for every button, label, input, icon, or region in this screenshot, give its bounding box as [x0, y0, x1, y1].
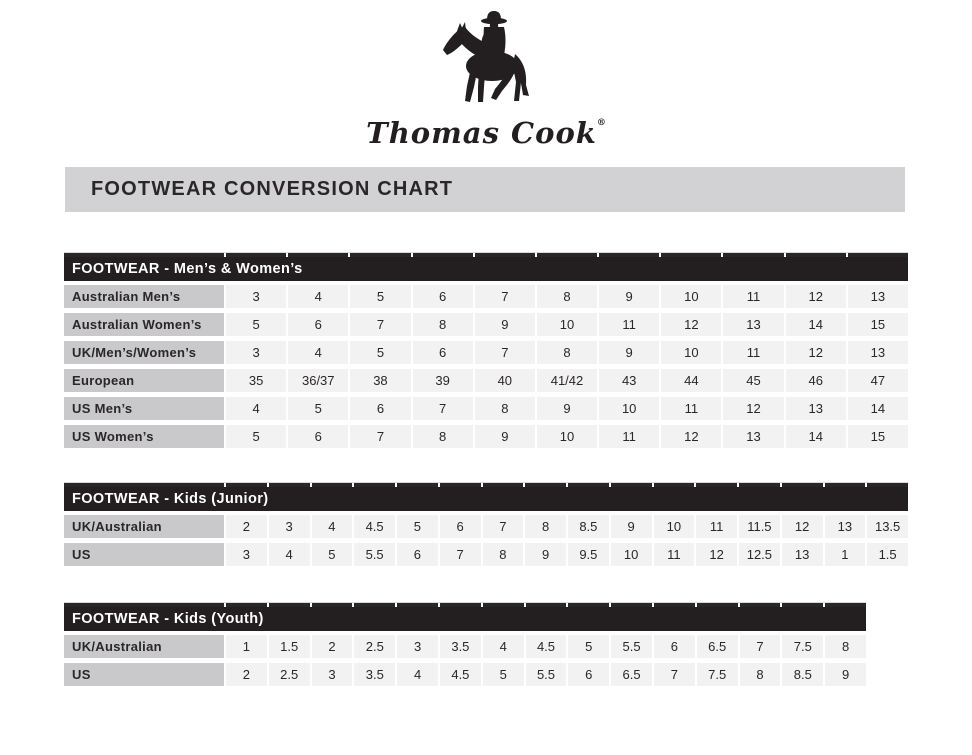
size-cell: 3.5 [354, 663, 395, 686]
size-cell: 3 [269, 515, 310, 538]
size-cell: 13 [723, 313, 783, 336]
size-cell: 8 [537, 341, 597, 364]
row-label: UK/Men’s/Women’s [64, 341, 224, 364]
size-cell: 1.5 [867, 543, 908, 566]
size-cell: 1 [825, 543, 866, 566]
size-cell: 38 [350, 369, 410, 392]
size-cell: 13 [786, 397, 846, 420]
size-cell: 4.5 [354, 515, 395, 538]
table-header-bar [64, 487, 908, 511]
size-cell: 8 [740, 663, 781, 686]
size-cell: 10 [537, 425, 597, 448]
strip-cell [599, 253, 659, 257]
row-label: US [64, 543, 224, 566]
size-cell: 6 [568, 663, 609, 686]
size-cell: 11 [599, 425, 659, 448]
strip-cell [288, 253, 348, 257]
size-cell: 7 [483, 515, 524, 538]
size-cell: 9 [475, 425, 535, 448]
size-cell: 45 [723, 369, 783, 392]
strip-cell [413, 253, 473, 257]
size-cell: 10 [661, 341, 721, 364]
size-cell: 4 [288, 341, 348, 364]
size-cell: 14 [786, 425, 846, 448]
table-row [64, 285, 908, 308]
size-cell: 5 [483, 663, 524, 686]
strip-cell [354, 603, 395, 607]
size-cell: 12 [786, 285, 846, 308]
size-cell: 2.5 [354, 635, 395, 658]
strip-cell [848, 253, 908, 257]
size-cell: 7 [350, 313, 410, 336]
size-cell: 12 [661, 425, 721, 448]
strip-cell [440, 483, 481, 487]
size-cell: 7 [654, 663, 695, 686]
size-cell: 5 [288, 397, 348, 420]
size-cell: 6 [350, 397, 410, 420]
row-label: US Men’s [64, 397, 224, 420]
size-cell: 13 [848, 285, 908, 308]
strip-cell [696, 483, 737, 487]
table-row [64, 663, 866, 686]
strip-cell [483, 603, 524, 607]
strip-cell [654, 603, 695, 607]
strip-cell [611, 483, 652, 487]
size-cell: 39 [413, 369, 473, 392]
size-cell: 4 [269, 543, 310, 566]
size-cell: 7 [350, 425, 410, 448]
size-cell: 15 [848, 313, 908, 336]
row-label: Australian Women’s [64, 313, 224, 336]
size-cell: 47 [848, 369, 908, 392]
size-cell: 7 [740, 635, 781, 658]
row-label: UK/Australian [64, 635, 224, 658]
size-cell: 10 [599, 397, 659, 420]
size-cell: 3 [397, 635, 438, 658]
size-cell: 9.5 [568, 543, 609, 566]
size-cell: 8 [525, 515, 566, 538]
size-cell: 11 [723, 285, 783, 308]
size-cell: 2 [226, 663, 267, 686]
strip-cell [483, 483, 524, 487]
strip-cell [740, 603, 781, 607]
size-cell: 36/37 [288, 369, 348, 392]
row-label: US Women’s [64, 425, 224, 448]
size-cell: 13 [848, 341, 908, 364]
size-cell: 4 [226, 397, 286, 420]
strip-cell [723, 253, 783, 257]
brand-signature [0, 106, 972, 150]
size-cell: 12 [786, 341, 846, 364]
size-cell: 7 [475, 341, 535, 364]
size-cell: 12.5 [739, 543, 780, 566]
strip-cell [397, 483, 438, 487]
size-cell: 8.5 [782, 663, 823, 686]
size-cell: 4.5 [440, 663, 481, 686]
size-cell: 13.5 [867, 515, 908, 538]
size-cell: 12 [782, 515, 823, 538]
brand-signature-text: Thomas Cook [366, 116, 597, 150]
size-cell: 4 [397, 663, 438, 686]
table-header-label: FOOTWEAR - Kids (Youth) [72, 611, 264, 627]
strip-cell [825, 603, 866, 607]
size-cell: 11 [723, 341, 783, 364]
size-cell: 40 [475, 369, 535, 392]
size-cell: 12 [696, 543, 737, 566]
strip-cell [64, 603, 224, 607]
row-label: Australian Men’s [64, 285, 224, 308]
size-cell: 6 [413, 285, 473, 308]
size-cell: 14 [848, 397, 908, 420]
size-cell: 4 [288, 285, 348, 308]
horseman-icon [433, 10, 539, 106]
size-cell: 2.5 [269, 663, 310, 686]
size-cell: 44 [661, 369, 721, 392]
strip-cell [525, 483, 566, 487]
size-cell: 11 [599, 313, 659, 336]
size-cell: 1.5 [269, 635, 310, 658]
strip-cell [537, 253, 597, 257]
table-row [64, 425, 908, 448]
size-cell: 5.5 [526, 663, 567, 686]
strip-cell [568, 483, 609, 487]
size-cell: 3 [312, 663, 353, 686]
size-cell: 8 [475, 397, 535, 420]
table-row [64, 341, 908, 364]
size-cell: 3 [226, 543, 267, 566]
table-row [64, 313, 908, 336]
size-cell: 5 [350, 285, 410, 308]
size-cell: 8 [413, 425, 473, 448]
strip-cell [568, 603, 609, 607]
strip-cell [611, 603, 652, 607]
size-cell: 7.5 [697, 663, 738, 686]
size-cell: 5 [568, 635, 609, 658]
strip-cell [782, 603, 823, 607]
strip-cell [786, 253, 846, 257]
size-cell: 11 [696, 515, 737, 538]
size-cell: 5.5 [354, 543, 395, 566]
size-cell: 9 [825, 663, 866, 686]
size-cell: 3 [226, 341, 286, 364]
strip-cell [226, 603, 267, 607]
strip-cell [269, 483, 310, 487]
size-cell: 3 [226, 285, 286, 308]
size-cell: 7.5 [782, 635, 823, 658]
size-cell: 9 [599, 341, 659, 364]
size-cell: 11 [661, 397, 721, 420]
strip-cell [697, 603, 738, 607]
strip-cell [867, 483, 908, 487]
size-cell: 6 [288, 425, 348, 448]
strip-cell [654, 483, 695, 487]
table-header-bar [64, 607, 866, 631]
size-cell: 5 [226, 425, 286, 448]
size-cell: 4 [483, 635, 524, 658]
size-cell: 9 [525, 543, 566, 566]
size-cell: 5 [350, 341, 410, 364]
size-cell: 12 [723, 397, 783, 420]
row-label: European [64, 369, 224, 392]
strip-cell [825, 483, 866, 487]
page-title: FOOTWEAR CONVERSION CHART [91, 178, 454, 200]
size-table-0 [64, 252, 908, 448]
strip-cell [226, 253, 286, 257]
size-cell: 8 [537, 285, 597, 308]
table-row [64, 369, 908, 392]
strip-cell [397, 603, 438, 607]
size-table-2 [64, 602, 866, 686]
size-cell: 1 [226, 635, 267, 658]
size-cell: 9 [611, 515, 652, 538]
size-cell: 6.5 [611, 663, 652, 686]
size-cell: 7 [413, 397, 473, 420]
strip-cell [440, 603, 481, 607]
size-cell: 35 [226, 369, 286, 392]
size-cell: 11.5 [739, 515, 780, 538]
page-title-banner [65, 167, 905, 212]
size-cell: 4 [312, 515, 353, 538]
size-cell: 5 [226, 313, 286, 336]
strip-cell [226, 483, 267, 487]
size-cell: 13 [782, 543, 823, 566]
size-cell: 13 [825, 515, 866, 538]
table-row [64, 397, 908, 420]
top-notch-strip [64, 482, 908, 487]
row-label: US [64, 663, 224, 686]
size-cell: 6.5 [697, 635, 738, 658]
size-cell: 8 [413, 313, 473, 336]
strip-cell [739, 483, 780, 487]
size-cell: 15 [848, 425, 908, 448]
size-cell: 5.5 [611, 635, 652, 658]
size-cell: 10 [654, 515, 695, 538]
strip-cell [64, 483, 224, 487]
size-cell: 43 [599, 369, 659, 392]
size-cell: 4.5 [526, 635, 567, 658]
size-cell: 6 [397, 543, 438, 566]
size-cell: 8 [825, 635, 866, 658]
strip-cell [269, 603, 310, 607]
size-cell: 7 [440, 543, 481, 566]
size-cell: 9 [599, 285, 659, 308]
table-row [64, 635, 866, 658]
size-cell: 2 [312, 635, 353, 658]
strip-cell [782, 483, 823, 487]
table-row [64, 543, 908, 566]
brand-logo [0, 10, 972, 150]
size-cell: 6 [654, 635, 695, 658]
size-cell: 10 [537, 313, 597, 336]
size-cell: 6 [413, 341, 473, 364]
registered-mark: ® [596, 118, 606, 128]
size-cell: 9 [537, 397, 597, 420]
size-cell: 7 [475, 285, 535, 308]
top-notch-strip [64, 252, 908, 257]
table-header-bar [64, 257, 908, 281]
strip-cell [312, 603, 353, 607]
strip-cell [312, 483, 353, 487]
size-cell: 14 [786, 313, 846, 336]
table-row [64, 515, 908, 538]
size-cell: 5 [312, 543, 353, 566]
top-notch-strip [64, 602, 866, 607]
size-cell: 13 [723, 425, 783, 448]
size-cell: 46 [786, 369, 846, 392]
size-cell: 10 [661, 285, 721, 308]
size-cell: 41/42 [537, 369, 597, 392]
table-header-label: FOOTWEAR - Kids (Junior) [72, 491, 269, 507]
size-cell: 3.5 [440, 635, 481, 658]
size-cell: 12 [661, 313, 721, 336]
size-cell: 8 [483, 543, 524, 566]
size-cell: 9 [475, 313, 535, 336]
size-cell: 10 [611, 543, 652, 566]
strip-cell [354, 483, 395, 487]
row-label: UK/Australian [64, 515, 224, 538]
table-header-label: FOOTWEAR - Men’s & Women’s [72, 261, 303, 277]
size-cell: 2 [226, 515, 267, 538]
size-cell: 8.5 [568, 515, 609, 538]
strip-cell [475, 253, 535, 257]
size-table-1 [64, 482, 908, 566]
strip-cell [661, 253, 721, 257]
size-cell: 6 [288, 313, 348, 336]
strip-cell [64, 253, 224, 257]
size-cell: 6 [440, 515, 481, 538]
strip-cell [350, 253, 410, 257]
size-cell: 11 [654, 543, 695, 566]
strip-cell [526, 603, 567, 607]
size-cell: 5 [397, 515, 438, 538]
